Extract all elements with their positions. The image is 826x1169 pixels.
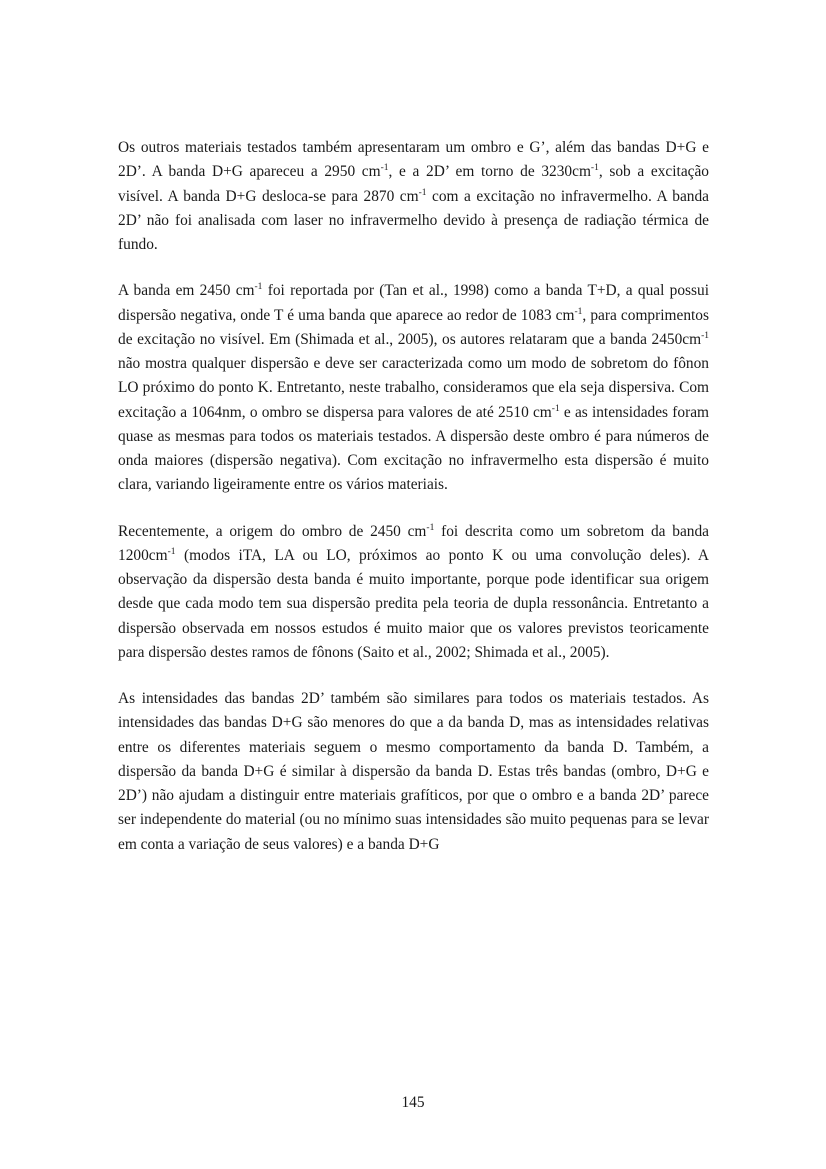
superscript: -1 bbox=[380, 163, 389, 174]
superscript: -1 bbox=[701, 330, 709, 341]
text-run: foi descrita como um sobretom da banda 1200cm bbox=[118, 522, 709, 564]
text-run: foi reportada por (Tan et al., 1998) como a banda T+D, a qual possui dispersão negativa, onde T é uma banda que aparece ao redor de 1083 cm bbox=[118, 282, 709, 324]
text-run: , e a 2D’ em torno de 3230cm bbox=[388, 163, 591, 181]
text-run: e as intensidades foram quase as mesmas para todos os materiais testados. A dispersão deste ombro é para números de onda maiores (dispersão negativa). Com excitação no infravermelho esta dispersão é muito clara, variando ligeiramente entre os vários materiais. bbox=[118, 403, 709, 494]
paragraph bbox=[118, 279, 709, 497]
superscript: -1 bbox=[426, 522, 435, 533]
superscript: -1 bbox=[574, 306, 583, 317]
text-run: Os outros materiais testados também apresentaram um ombro e G’, além das bandas D+G e 2D’. A banda D+G apareceu a 2950 cm bbox=[118, 139, 709, 181]
text-run: , para comprimentos de excitação no visível. Em (Shimada et al., 2005), os autores relataram que a banda 2450cm bbox=[118, 306, 709, 348]
text-run: com a excitação no infravermelho. A banda 2D’ não foi analisada com laser no infravermelho devido à presença de radiação térmica de fundo. bbox=[118, 187, 709, 253]
superscript: -1 bbox=[551, 403, 560, 414]
text-run: As intensidades das bandas 2D’ também são similares para todos os materiais testados. As intensidades das bandas D+G são menores do que a da banda D, mas as intensidades relativas entre os diferentes materiais seguem o mesmo comportamento da banda D. Também, a dispersão da banda D+G é similar à dispersão da banda D. Estas três bandas (ombro, D+G e 2D’) não ajudam a distinguir entre materiais grafíticos, por que o ombro e a banda 2D’ parece ser independente do material (ou no mínimo suas intensidades são muito pequenas para se levar em conta a variação de seus valores) e a banda D+G bbox=[118, 690, 709, 853]
paragraph bbox=[118, 687, 709, 857]
superscript: -1 bbox=[418, 187, 427, 198]
text-run: (modos iTA, LA ou LO, próximos ao ponto K ou uma convolução deles). A observação da dispersão desta banda é muito importante, porque pode identificar sua origem desde que cada modo tem sua dispersão predita pela teoria de dupla ressonância. Entretanto a dispersão observada em nossos estudos é muito maior que os valores previstos teoricamente para dispersão destes ramos de fônons (Saito et al., 2002; Shimada et al., 2005). bbox=[118, 546, 709, 661]
superscript: -1 bbox=[590, 163, 599, 174]
paragraph bbox=[118, 520, 709, 666]
superscript: -1 bbox=[167, 546, 176, 557]
text-run: Recentemente, a origem do ombro de 2450 cm bbox=[118, 522, 427, 540]
paragraph bbox=[118, 136, 709, 257]
text-run: A banda em 2450 cm bbox=[118, 282, 255, 300]
superscript: -1 bbox=[254, 282, 263, 293]
page-number: 145 bbox=[401, 1094, 425, 1111]
text-run: , sob a excitação visível. A banda D+G desloca-se para 2870 cm bbox=[118, 163, 710, 205]
body-text bbox=[118, 136, 709, 879]
text-run: não mostra qualquer dispersão e deve ser caracterizada como um modo de sobretom do fônon LO próximo do ponto K. Entretanto, neste trabalho, consideramos que ela seja dispersiva. Com excitação a 1064nm, o ombro se dispersa para valores de até 2510 cm bbox=[118, 355, 709, 421]
